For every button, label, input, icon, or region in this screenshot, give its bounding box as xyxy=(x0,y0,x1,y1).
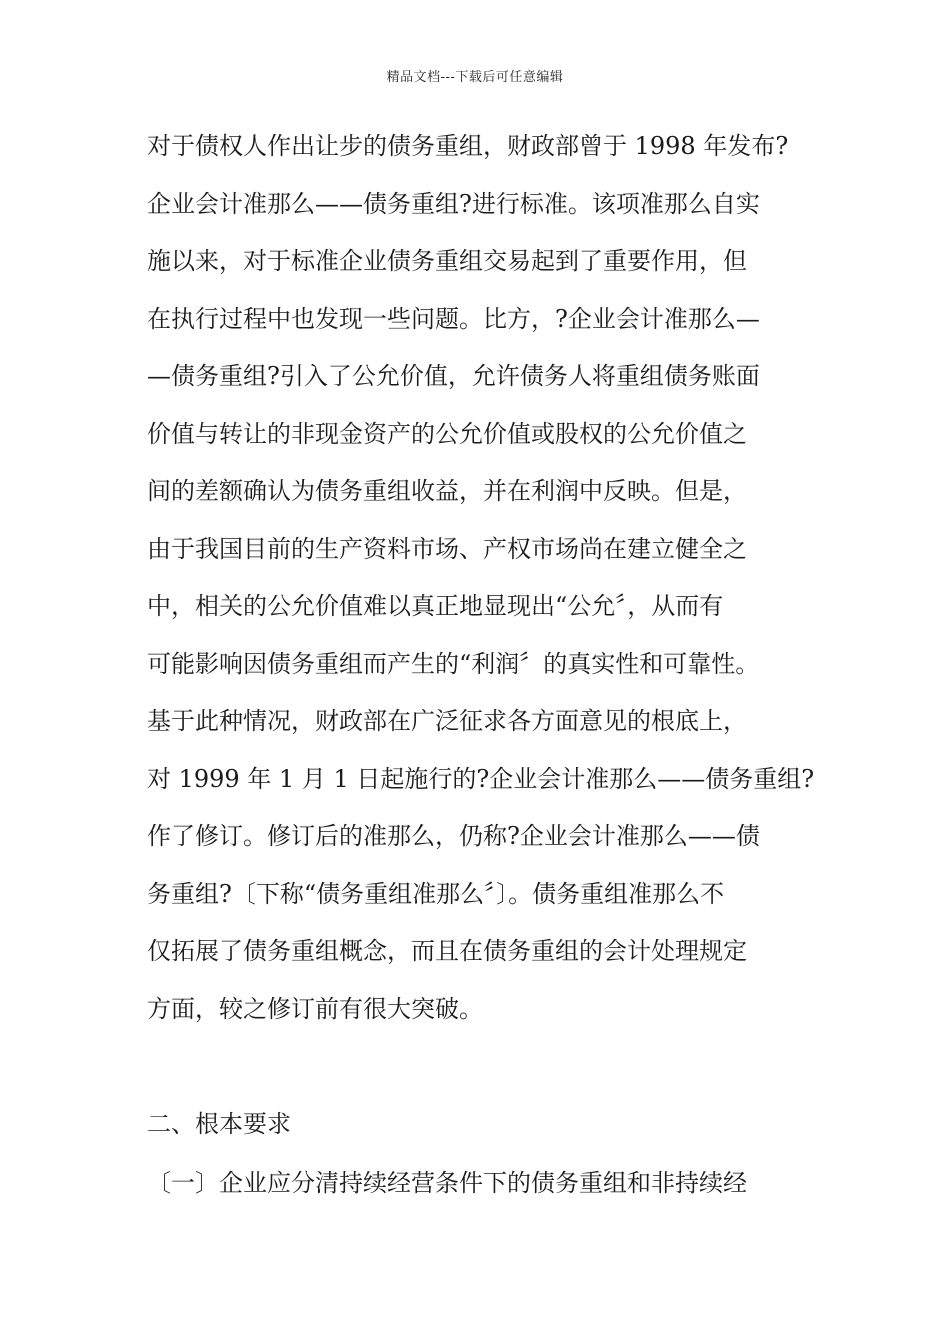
paragraph-line: 基于此种情况，财政部在广泛征求各方面意见的根底上， xyxy=(147,707,747,735)
paragraph-line: 对于债权人作出让步的债务重组，财政部曾于 1998 年发布? xyxy=(147,132,789,160)
paragraph-line: 中，相关的公允价值难以真正地显现出“公允〞，从而有 xyxy=(147,592,724,620)
paragraph-line: —债务重组?引入了公允价值，允许债务人将重组债务账面 xyxy=(147,362,760,390)
section-heading: 二、根本要求 xyxy=(147,1110,291,1138)
paragraph-line: 施以来，对于标准企业债务重组交易起到了重要作用，但 xyxy=(147,247,747,275)
paragraph-line: 间的差额确认为债务重组收益，并在利润中反映。但是， xyxy=(147,477,747,505)
paragraph-line: 务重组?〔下称“债务重组准那么〞〕。债务重组准那么不 xyxy=(147,879,725,908)
paragraph-line: 企业会计准那么——债务重组?进行标准。该项准那么自实 xyxy=(147,189,760,218)
paragraph-line: 价值与转让的非现金资产的公允价值或股权的公允价值之 xyxy=(147,419,747,448)
section-first-line: 〔一〕企业应分清持续经营条件下的债务重组和非持续经 xyxy=(147,1169,747,1197)
paragraph-line: 仅拓展了债务重组概念，而且在债务重组的会计处理规定 xyxy=(147,937,747,965)
paragraph-line: 作了修订。修订后的准那么，仍称?企业会计准那么——债 xyxy=(147,822,760,850)
paragraph-line: 可能影响因债务重组而产生的“利润〞的真实性和可靠性。 xyxy=(147,649,760,678)
paragraph-line: 方面，较之修订前有很大突破。 xyxy=(147,994,483,1023)
body-paragraph xyxy=(147,118,847,1038)
paragraph-line: 在执行过程中也发现一些问题。比方，?企业会计准那么— xyxy=(147,304,760,333)
paragraph-line: 对 1999 年 1 月 1 日起施行的?企业会计准那么——债务重组? xyxy=(147,764,815,793)
paragraph-line: 由于我国目前的生产资料市场、产权市场尚在建立健全之 xyxy=(147,534,747,563)
page-header: 精品文档---下载后可任意编辑 xyxy=(386,70,564,85)
